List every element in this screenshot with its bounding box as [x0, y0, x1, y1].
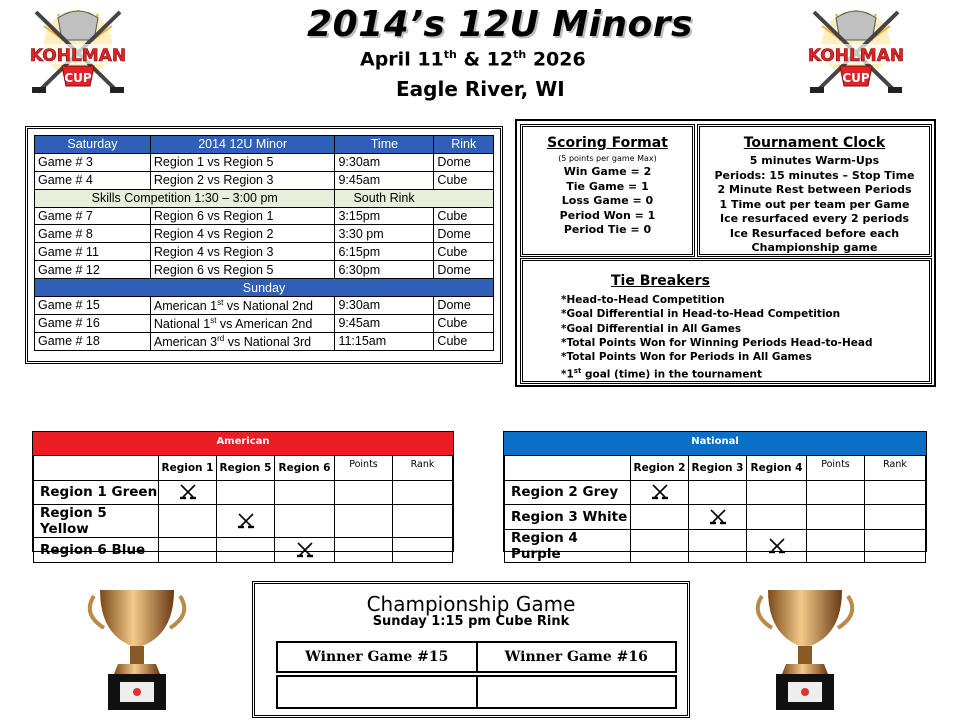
game-number: Game # 3 — [35, 153, 151, 171]
game-number: Game # 8 — [35, 225, 151, 243]
tie-breakers-panel — [520, 258, 932, 384]
table-row — [34, 505, 453, 538]
game-number: Game # 7 — [35, 207, 151, 225]
game-number: Game # 18 — [35, 332, 151, 350]
table-row — [35, 153, 494, 171]
rink: Cube — [434, 171, 494, 189]
championship-box — [252, 581, 690, 718]
scoring-title: Scoring Format — [547, 135, 668, 151]
schedule-box — [25, 126, 503, 364]
table-row — [35, 207, 494, 225]
tie-line: *Total Points Won for Periods in All Games — [561, 351, 812, 364]
national-grid — [504, 455, 926, 563]
game-number: Game # 11 — [35, 243, 151, 261]
tie-line: *Total Points Won for Winning Periods Head-to-Head — [561, 336, 873, 349]
matchup: Region 1 vs Region 5 — [150, 153, 335, 171]
game-time: 11:15am — [335, 332, 434, 350]
rink: Cube — [434, 243, 494, 261]
game-number: Game # 4 — [35, 171, 151, 189]
game-time: 9:45am — [335, 171, 434, 189]
scoring-line: Loss Game = 0 — [561, 194, 654, 207]
schedule-table — [34, 135, 494, 351]
schedule-header-row — [35, 136, 494, 154]
championship-subtitle: Sunday 1:15 pm Cube Rink — [372, 614, 570, 629]
game-number: Game # 16 — [35, 314, 151, 332]
col-header: Region 3 — [689, 456, 747, 481]
clock-line: Ice Resurfaced before each — [729, 226, 900, 240]
matchup: Region 6 vs Region 5 — [150, 261, 335, 279]
table-row — [34, 538, 453, 563]
tie-line: *Goal Differential in All Games — [561, 322, 742, 335]
matchup: Region 6 vs Region 1 — [150, 207, 335, 225]
skills-rink: South Rink — [335, 189, 494, 207]
crossed-sticks-icon — [217, 505, 275, 538]
crossed-sticks-icon — [689, 505, 747, 530]
grid-header-row — [34, 456, 453, 481]
sunday-row — [35, 279, 494, 297]
col-header: Region 1 — [159, 456, 217, 481]
game-time: 3:30 pm — [335, 225, 434, 243]
clock-line: Periods: 15 minutes – Stop Time — [714, 168, 915, 182]
rink: Cube — [434, 314, 494, 332]
matchup: American 1st vs National 2nd — [150, 297, 335, 315]
rink: Dome — [434, 261, 494, 279]
sunday-label: Sunday — [35, 279, 494, 297]
game-time: 9:30am — [335, 153, 434, 171]
crossed-sticks-icon — [159, 480, 217, 505]
col-header: Points — [807, 456, 865, 481]
col-header: Region 4 — [747, 456, 807, 481]
scoring-line: Win Game = 2 — [563, 165, 652, 178]
clock-title: Tournament Clock — [743, 135, 886, 151]
team-name: Region 1 Green — [34, 480, 159, 505]
grid-header-row — [505, 456, 926, 481]
col-header: Rank — [865, 456, 926, 481]
table-row — [35, 225, 494, 243]
matchup: American 3rd vs National 3rd — [150, 332, 335, 350]
american-pool — [32, 431, 454, 558]
game-time: 6:30pm — [335, 261, 434, 279]
scoring-line: Period Won = 1 — [559, 208, 656, 222]
table-row — [505, 529, 926, 562]
table-row — [277, 676, 676, 708]
table-row — [35, 332, 494, 350]
finalist-blank — [277, 676, 477, 708]
crossed-sticks-icon — [631, 480, 689, 505]
rink: Dome — [434, 297, 494, 315]
event-location: Eagle River, WI — [396, 77, 565, 101]
championship-title: Championship Game — [366, 592, 576, 616]
clock-line: 1 Time out per team per Game — [719, 197, 910, 211]
trophy-icon — [82, 584, 192, 714]
tournament-clock-panel — [697, 124, 932, 257]
kohlman-cup-logo-left — [28, 6, 128, 98]
logo-text-top: KOHLMAN — [807, 46, 905, 66]
col-header: Saturday — [35, 136, 151, 154]
crossed-sticks-icon — [275, 538, 335, 563]
logo-text-top: KOHLMAN — [29, 46, 127, 66]
scoring-note: (5 points per game Max) — [558, 154, 657, 163]
game-time: 9:30am — [335, 297, 434, 315]
tie-line: *1st goal (time) in the tournament — [561, 367, 762, 381]
championship-table — [276, 641, 677, 709]
game-number: Game # 15 — [35, 297, 151, 315]
matchup: Region 4 vs Region 3 — [150, 243, 335, 261]
kohlman-cup-logo-right — [806, 6, 906, 98]
rink: Cube — [434, 207, 494, 225]
scoring-line: Period Tie = 0 — [563, 223, 652, 236]
american-grid — [33, 455, 453, 563]
page-title: 2014’s 12U Minors — [307, 4, 693, 45]
matchup: Region 4 vs Region 2 — [150, 225, 335, 243]
col-header: Region 2 — [631, 456, 689, 481]
col-header: Rank — [393, 456, 453, 481]
finalist-label: Winner Game #15 — [277, 642, 477, 672]
col-header: Points — [335, 456, 393, 481]
team-name: Region 4 Purple — [505, 529, 631, 562]
finalist-label: Winner Game #16 — [477, 642, 677, 672]
skills-label: Skills Competition 1:30 – 3:00 pm — [35, 189, 335, 207]
clock-line: Ice resurfaced every 2 periods — [720, 212, 909, 225]
table-row — [505, 480, 926, 505]
col-header: 2014 12U Minor — [150, 136, 335, 154]
clock-line: 5 minutes Warm-Ups — [749, 154, 880, 167]
game-time: 9:45am — [335, 314, 434, 332]
col-header: Region 5 — [217, 456, 275, 481]
matchup: Region 2 vs Region 3 — [150, 171, 335, 189]
national-pool-title: National — [504, 432, 926, 455]
rink: Cube — [434, 332, 494, 350]
team-name: Region 6 Blue — [34, 538, 159, 563]
scoring-format-panel — [520, 124, 695, 257]
table-row — [35, 261, 494, 279]
table-row — [505, 505, 926, 530]
rink: Dome — [434, 153, 494, 171]
scoring-line: Tie Game = 1 — [566, 179, 649, 193]
event-dates: April 11th & 12th 2026 — [360, 48, 586, 71]
team-name: Region 3 White — [505, 505, 631, 530]
rink: Dome — [434, 225, 494, 243]
tie-line: *Goal Differential in Head-to-Head Competition — [561, 308, 841, 321]
table-row — [34, 480, 453, 505]
clock-line: 2 Minute Rest between Periods — [717, 183, 912, 196]
game-time: 6:15pm — [335, 243, 434, 261]
table-row — [277, 642, 676, 672]
national-pool — [503, 431, 927, 562]
matchup: National 1st vs American 2nd — [150, 314, 335, 332]
table-row — [35, 243, 494, 261]
finalist-blank — [477, 676, 677, 708]
clock-line: Championship game — [751, 241, 878, 254]
tie-line: *Head-to-Head Competition — [561, 294, 725, 306]
table-row — [35, 314, 494, 332]
skills-row — [35, 189, 494, 207]
logo-text-bottom: CUP — [842, 71, 870, 85]
col-header: Region 6 — [275, 456, 335, 481]
col-header: Rink — [434, 136, 494, 154]
american-pool-title: American — [33, 432, 453, 455]
logo-text-bottom: CUP — [64, 71, 92, 85]
table-row — [35, 297, 494, 315]
tie-title: Tie Breakers — [611, 273, 710, 289]
crossed-sticks-icon — [747, 529, 807, 562]
team-name: Region 5 Yellow — [34, 505, 159, 538]
table-row — [35, 171, 494, 189]
game-time: 3:15pm — [335, 207, 434, 225]
game-number: Game # 12 — [35, 261, 151, 279]
team-name: Region 2 Grey — [505, 480, 631, 505]
col-header: Time — [335, 136, 434, 154]
trophy-icon — [750, 584, 860, 714]
